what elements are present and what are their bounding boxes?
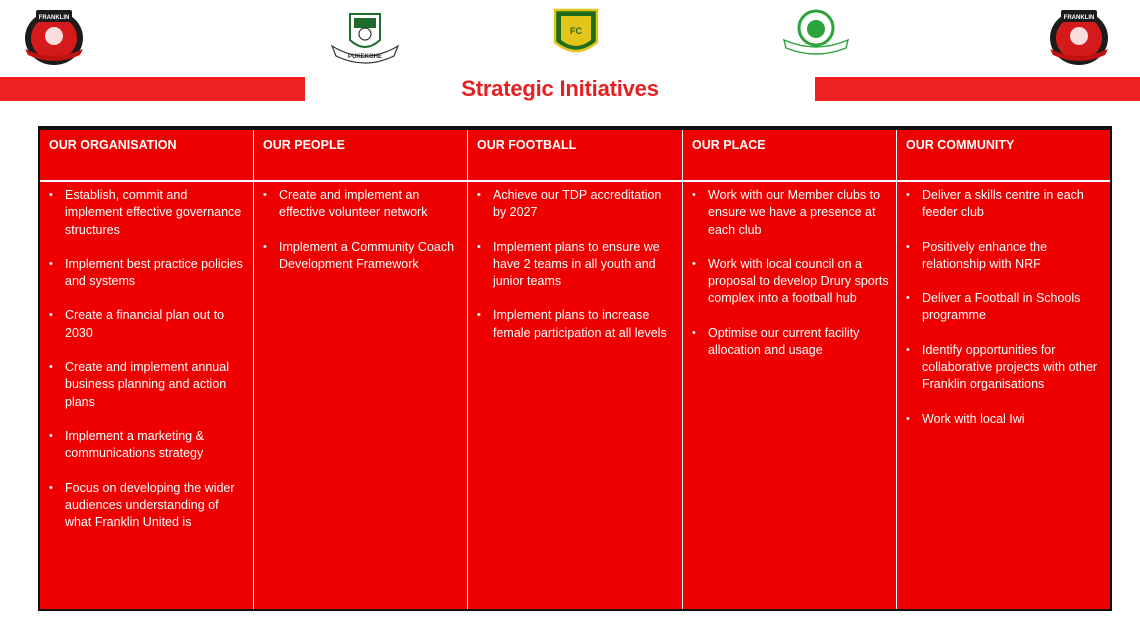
- list-item: • Identify opportunities for collaborative projects with other Franklin organisations: [897, 342, 1104, 394]
- column-body-people: [254, 182, 467, 609]
- column-body-organisation: [40, 182, 253, 609]
- list-item: • Deliver a Football in Schools programme: [897, 290, 1104, 325]
- title-band-left: [0, 77, 305, 101]
- initiative-list: [897, 187, 1104, 428]
- page-title: Strategic Initiatives: [461, 76, 659, 101]
- list-item: • Establish, commit and implement effective governance structures: [40, 187, 247, 239]
- list-item: • Implement plans to ensure we have 2 teams in all youth and junior teams: [468, 239, 676, 291]
- initiative-list: [254, 187, 461, 273]
- list-item: • Create and implement annual business planning and action plans: [40, 359, 247, 411]
- column-header-community: OUR COMMUNITY: [897, 130, 1110, 180]
- svg-text:FRANKLIN: FRANKLIN: [1063, 15, 1095, 21]
- column-header-people: OUR PEOPLE: [254, 130, 467, 180]
- list-item: • Implement a Community Coach Development Framework: [254, 239, 461, 274]
- column-header-place: OUR PLACE: [683, 130, 896, 180]
- list-item: • Work with local Iwi: [897, 411, 1104, 428]
- column-body-football: [468, 182, 682, 609]
- list-item: • Implement best practice policies and systems: [40, 256, 247, 291]
- list-item: • Implement a marketing & communications strategy: [40, 428, 247, 463]
- list-item: • Focus on developing the wider audiences understanding of what Franklin United is: [40, 480, 247, 532]
- svg-text:PUKEKOHE: PUKEKOHE: [347, 54, 383, 60]
- list-item: • Achieve our TDP accreditation by 2027: [468, 187, 676, 222]
- svg-text:FRANKLIN: FRANKLIN: [38, 15, 70, 21]
- initiative-list: [40, 187, 247, 531]
- list-item: • Optimise our current facility allocation and usage: [683, 325, 890, 360]
- list-item: • Positively enhance the relationship with NRF: [897, 239, 1104, 274]
- list-item: • Create a financial plan out to 2030: [40, 307, 247, 342]
- list-item: • Create and implement an effective volunteer network: [254, 187, 461, 222]
- list-item: • Deliver a skills centre in each feeder club: [897, 187, 1104, 222]
- column-body-community: [897, 182, 1110, 609]
- title-band-right: [815, 77, 1140, 101]
- column-header-football: OUR FOOTBALL: [468, 130, 682, 180]
- tuakau-soccer-club-crest: [780, 8, 852, 56]
- column-header-organisation: OUR ORGANISATION: [40, 130, 253, 180]
- initiative-list: [683, 187, 890, 359]
- pukekohe-afc-crest: [328, 10, 402, 66]
- franklin-united-crest-right: [1047, 5, 1111, 67]
- strategy-grid: [40, 128, 1110, 609]
- drury-united-crest: [553, 8, 599, 60]
- initiative-list: [468, 187, 676, 342]
- list-item: • Implement plans to increase female participation at all levels: [468, 307, 676, 342]
- list-item: • Work with our Member clubs to ensure we have a presence at each club: [683, 187, 890, 239]
- franklin-united-crest: [22, 5, 86, 67]
- svg-text:FC: FC: [570, 26, 582, 36]
- column-body-place: [683, 182, 896, 609]
- list-item: • Work with local council on a proposal to develop Drury sports complex into a football hub: [683, 256, 890, 308]
